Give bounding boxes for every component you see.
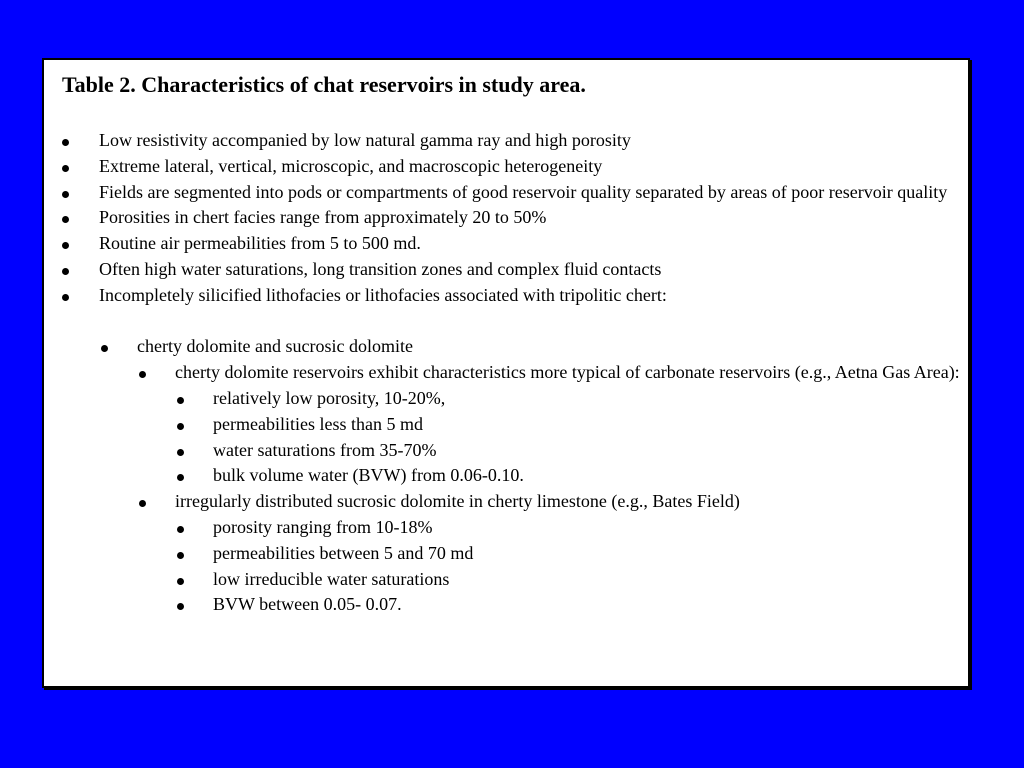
detail-list-item — [175, 438, 962, 464]
list-item-text: Extreme lateral, vertical, microscopic, and macroscopic heterogeneity — [99, 155, 603, 176]
sub-list-wrapper — [99, 360, 962, 618]
bullet-icon — [139, 371, 146, 378]
table-panel — [42, 58, 970, 688]
list-item-text: porosity ranging from 10-18% — [213, 516, 433, 537]
list-item-text: permeabilities between 5 and 70 md — [213, 542, 474, 563]
list-item — [62, 154, 962, 180]
detail-list-item — [175, 463, 962, 489]
list-item-text: BVW between 0.05- 0.07. — [213, 594, 402, 615]
list-item — [62, 180, 962, 206]
list-item — [62, 128, 962, 154]
detail-list-item — [175, 386, 962, 412]
list-item-text: Low resistivity accompanied by low natural gamma ray and high porosity — [99, 130, 631, 150]
nested-list-wrapper — [62, 334, 962, 618]
bullet-icon — [62, 294, 69, 301]
list-item-text: relatively low porosity, 10-20%, — [213, 387, 446, 408]
bullet-icon — [101, 345, 108, 352]
list-item — [62, 283, 962, 309]
detail-list-wrapper — [137, 386, 962, 489]
detail-list-wrapper — [137, 515, 962, 618]
bullet-icon — [62, 165, 69, 172]
table-title: Table 2. Characteristics of chat reservoirs in study area. — [62, 72, 586, 97]
list-item-text: low irreducible water saturations — [213, 568, 450, 589]
bullet-icon — [177, 603, 184, 610]
list-item-text: water saturations from 35-70% — [213, 439, 437, 460]
bullet-icon — [62, 191, 69, 198]
detail-list — [175, 515, 962, 618]
list-item — [62, 231, 962, 257]
bullet-icon — [177, 526, 184, 533]
bullet-icon — [62, 216, 69, 223]
sub-sub-list — [137, 360, 962, 618]
detail-list-item — [175, 567, 962, 593]
list-item-text: Fields are segmented into pods or compartments of good reservoir quality separated by areas of poor reservoir quality — [99, 181, 948, 202]
list-item-text: Often high water saturations, long transition zones and complex fluid contacts — [99, 258, 662, 279]
list-item-text: Incompletely silicified lithofacies or lithofacies associated with tripolitic chert: — [99, 284, 667, 305]
bullet-icon — [177, 578, 184, 585]
bullet-icon — [177, 552, 184, 559]
list-item-text: cherty dolomite reservoirs exhibit characteristics more typical of carbonate reservoirs (e.g., Aetna Gas Area): — [175, 362, 960, 383]
detail-list-item — [175, 541, 962, 567]
list-item-text: Routine air permeabilities from 5 to 500 md. — [99, 233, 421, 254]
bullet-icon — [62, 242, 69, 249]
bullet-list — [62, 128, 962, 309]
detail-list-item — [175, 592, 962, 618]
sub-list — [99, 334, 962, 618]
bullet-icon — [62, 139, 69, 146]
detail-list — [175, 386, 962, 489]
nested-list-container — [62, 334, 962, 618]
detail-list-item — [175, 515, 962, 541]
list-item-text: Porosities in chert facies range from approximately 20 to 50% — [99, 207, 547, 228]
bullet-icon — [177, 423, 184, 430]
bullet-icon — [62, 268, 69, 275]
list-item-text: cherty dolomite and sucrosic dolomite — [137, 336, 413, 357]
bullet-icon — [177, 397, 184, 404]
sub-list-item — [99, 334, 962, 360]
bullet-icon — [139, 500, 146, 507]
list-item-text: permeabilities less than 5 md — [213, 413, 423, 434]
bullet-icon — [177, 474, 184, 481]
list-item — [62, 257, 962, 283]
bullet-icon — [177, 449, 184, 456]
list-item — [62, 205, 962, 231]
list-item-text: bulk volume water (BVW) from 0.06-0.10. — [213, 465, 524, 486]
sub-sub-list-item — [137, 489, 962, 515]
list-item-text: irregularly distributed sucrosic dolomite in cherty limestone (e.g., Bates Field) — [175, 491, 740, 512]
sub-sub-list-item — [137, 360, 962, 386]
detail-list-item — [175, 412, 962, 438]
